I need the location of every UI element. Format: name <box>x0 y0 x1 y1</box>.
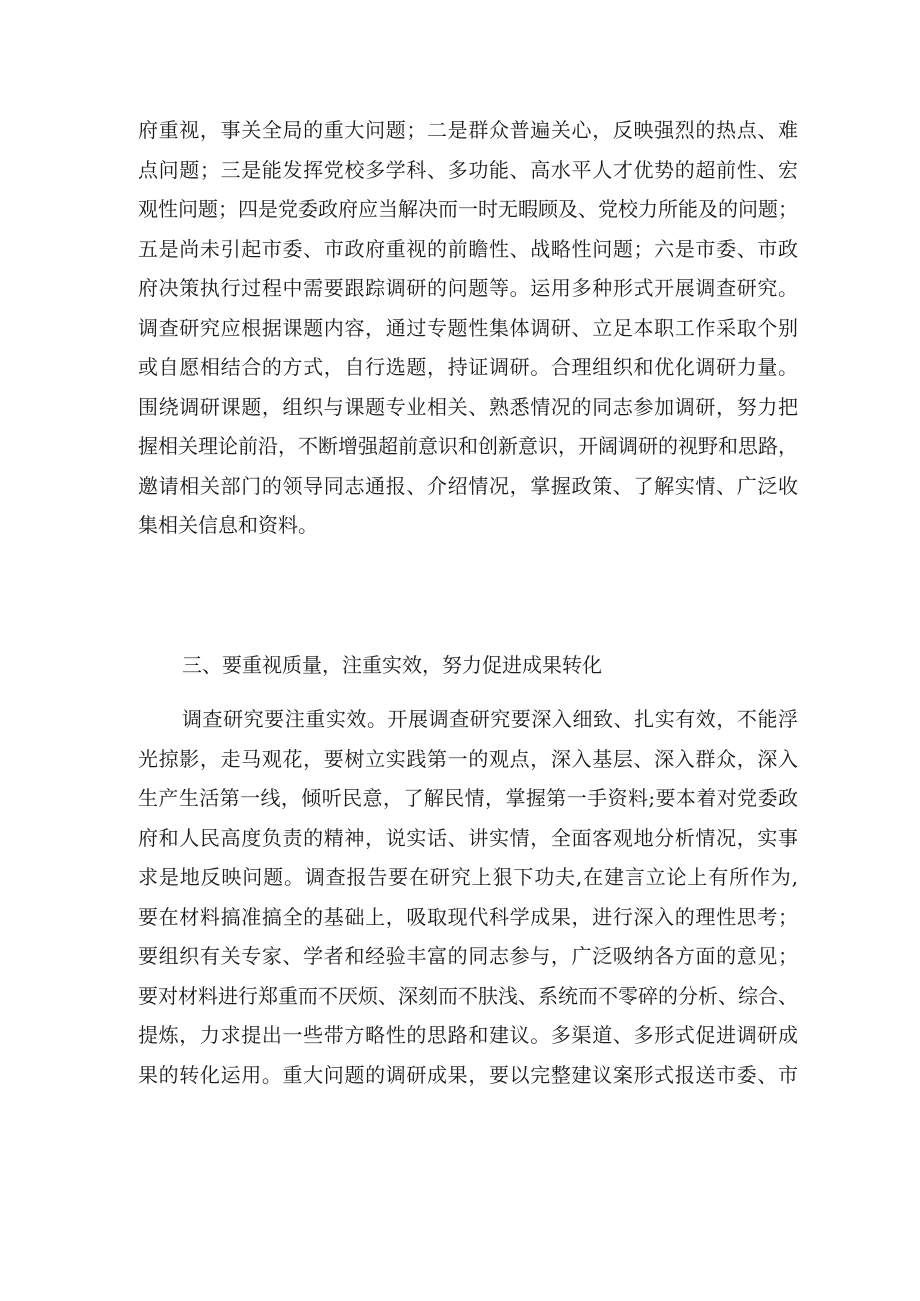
text-line: 集相关信息和资料。 <box>138 513 318 537</box>
text-line: 五是尚未引起市委、市政府重视的前瞻性、战略性问题；六是市委、市政 <box>138 236 798 261</box>
text-line: 调查研究要注重实效。开展调查研究要深入细致、扎实有效，不能浮 <box>182 707 798 731</box>
heading-text: 三、要重视质量，注重实效，努力促进成果转化 <box>182 653 602 677</box>
text-line: 握相关理论前沿，不断增强超前意识和创新意识，开阔调研的视野和思路， <box>138 434 798 458</box>
text-line: 围绕调研课题，组织与课题专业相关、熟悉情况的同志参加调研，努力把 <box>138 394 798 419</box>
text-line: 要在材料搞准搞全的基础上，吸取现代科学成果，进行深入的理性思考； <box>138 904 798 929</box>
paragraph <box>138 700 798 1095</box>
text-line: 府和人民高度负责的精神，说实话、讲实情，全面客观地分析情况，实事 <box>138 825 798 850</box>
text-line: 府重视，事关全局的重大问题；二是群众普遍关心，反映强烈的热点、难 <box>138 118 798 142</box>
text-line: 或自愿相结合的方式，自行选题，持证调研。合理组织和优化调研力量。 <box>138 355 798 379</box>
text-line: 调查研究应根据课题内容，通过专题性集体调研、立足本职工作采取个别 <box>138 315 798 340</box>
text-line: 求是地反映问题。调查报告要在研究上狠下功夫,在建言立论上有所作为, <box>138 865 798 889</box>
text-line: 府决策执行过程中需要跟踪调研的问题等。运用多种形式开展调查研究。 <box>138 276 798 300</box>
text-line: 光掠影，走马观花，要树立实践第一的观点，深入基层、深入群众，深入 <box>138 746 798 771</box>
text-line: 要对材料进行郑重而不厌烦、深刻而不肤浅、系统而不零碎的分析、综合、 <box>138 983 798 1008</box>
section-heading <box>138 646 798 686</box>
text-line: 点问题；三是能发挥党校多学科、多功能、高水平人才优势的超前性、宏 <box>138 157 798 182</box>
text-line: 生产生活第一线，倾听民意，了解民情，掌握第一手资料;要本着对党委政 <box>138 786 798 810</box>
text-line: 果的转化运用。重大问题的调研成果，要以完整建议案形式报送市委、市 <box>138 1062 798 1087</box>
text-line: 观性问题；四是党委政府应当解决而一时无暇顾及、党校力所能及的问题； <box>138 197 798 221</box>
text-line: 提炼，力求提出一些带方略性的思路和建议。多渠道、多形式促进调研成 <box>138 1023 798 1047</box>
paragraph-continued <box>138 111 798 546</box>
text-line: 要组织有关专家、学者和经验丰富的同志参与，广泛吸纳各方面的意见； <box>138 944 798 968</box>
text-line: 邀请相关部门的领导同志通报、介绍情况，掌握政策、了解实情、广泛收 <box>138 473 798 498</box>
